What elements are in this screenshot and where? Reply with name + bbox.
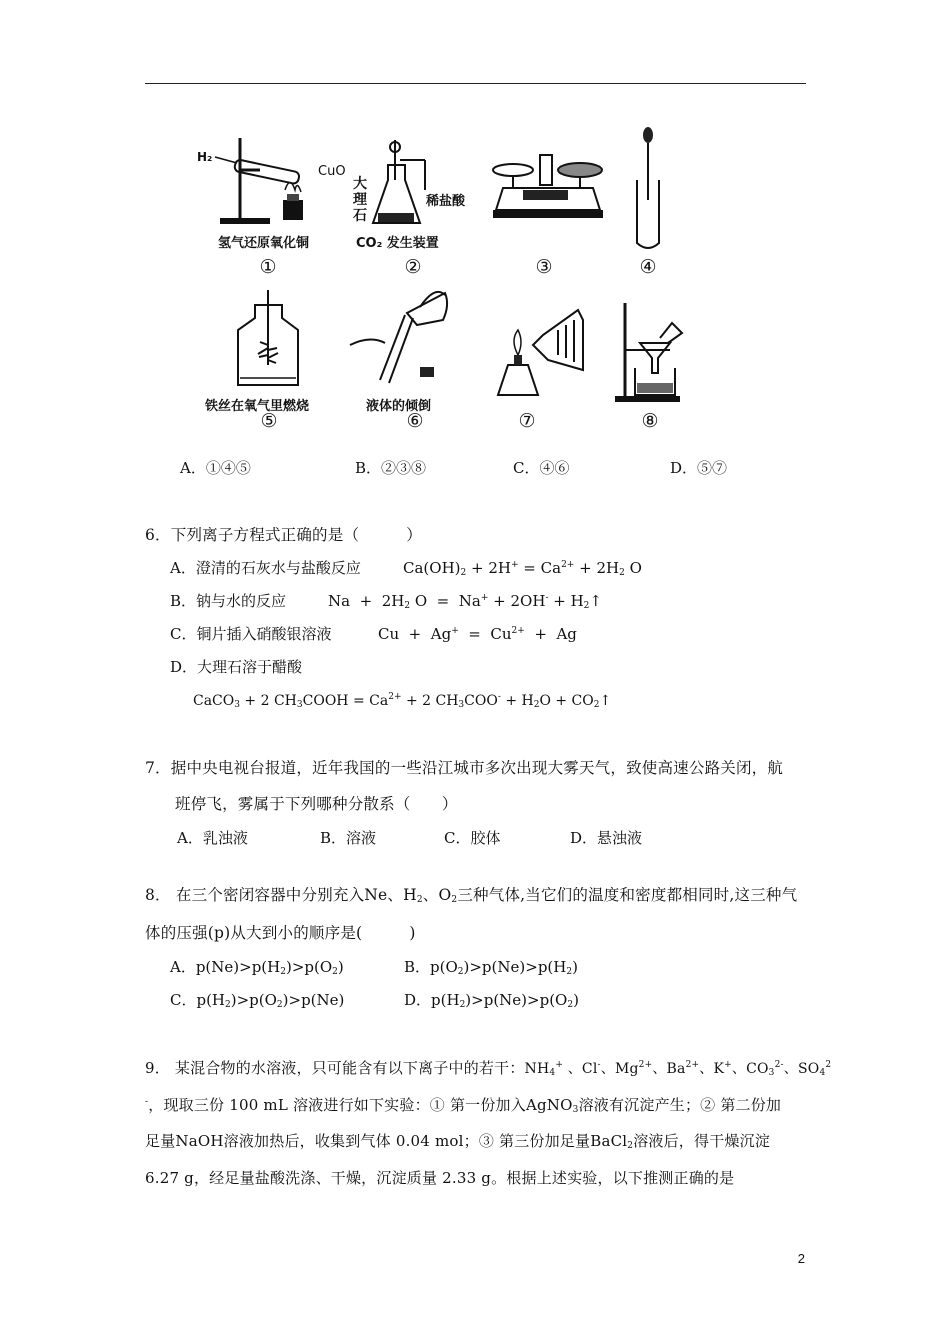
figure-alcohol-lamps [488,300,588,405]
q7-option-c: C．胶体 [444,829,501,847]
q6-option-b-text: B．钠与水的反应 [170,592,287,610]
apparatus-4-image [628,125,668,255]
q6-option-d-equation: CaCO$_3$ + 2 $CH_3COOH = Ca^{2+} + 2$ $CH_3COO^- + H_2O$ + $CO_2↑$ [193,692,612,710]
apparatus-8-image [610,298,690,408]
caption-figure-6: 液体的倾倒 [366,399,432,414]
q7-option-d: D．悬浊液 [570,829,643,847]
figure-hydrogen-reduce-cuo [195,130,315,230]
label-h2: H₂ [197,150,213,164]
figure-dropper-tube [628,125,668,255]
q8-line-1-start: 8． 在三个密闭容器中分别充入 [145,886,365,904]
q6-stem: 6．下列离子方程式正确的是（ ） [145,526,422,544]
q9-line-3 [145,1134,770,1151]
apparatus-3-image [488,150,608,240]
caption-figure-5: 铁丝在氧气里燃烧 [205,399,310,414]
q5-option-d: D．⑤⑦ [670,459,728,477]
q8-option-c: C．$p(H_2)>p(O_2)>p(Ne)$ [170,991,345,1010]
label-dilute-hcl: 稀盐酸 [426,194,466,209]
q9-charge-tail: - [145,1097,149,1107]
q8-line-1 [145,888,797,905]
caption-figure-2: CO₂ 发生装置 [356,236,439,251]
caption-figure-1: 氢气还原氧化铜 [218,236,310,251]
q7-line-2: 班停飞，雾属于下列哪种分散系（ ） [175,795,458,813]
apparatus-7-image [488,300,588,405]
q8-option-b: B．$p(O_2)>p(Ne)>p(H_2)$ [404,958,578,977]
figure-filtration [610,298,690,408]
q9-ions: $NH_4^+$ 、Cl-、$Mg^{2+}$、$Ba^{2+}$、K+、$CO_3^{2-}$、$SO_4^2$ [524,1060,832,1078]
q9-agno3: AgNO$_3$ [525,1096,579,1115]
q8-gases: Ne、$H_2$、$O_2$ [364,886,458,905]
q9-naoh: NaOH [175,1132,224,1150]
label-cuo: CuO [318,164,346,179]
q6-option-a-text: A．澄清的石灰水与盐酸反应 [170,559,361,577]
apparatus-6-image [345,285,455,390]
header-rule [145,83,806,84]
q8-option-d: D．$p(H_2)>p(Ne)>p(O_2)$ [404,991,579,1010]
number-6: ⑥ [406,410,424,432]
number-3: ③ [535,256,553,278]
label-marble-2: 理 [353,192,367,208]
q7-option-b: B．溶液 [320,829,377,847]
q9-line-3-start: 足量 [145,1132,176,1150]
number-5: ⑤ [260,410,278,432]
figure-balance [488,150,608,240]
q9-line-3-middle: 溶液加热后，收集到气体 0.04 mol；③ 第三份加足量 [223,1132,591,1150]
figure-pouring-liquid [345,285,455,390]
q9-bacl2: BaCl$_2$ [590,1132,634,1151]
page-number: 2 [797,1251,805,1266]
q6-option-d-text: D．大理石溶于醋酸 [170,658,303,676]
q6-option-b-equation: $Na + 2H_2$ $O = Na^+ + 2OH^- + H_2↑$ [328,592,602,611]
figure-co2-generator [370,135,450,230]
label-marble-3: 石 [353,208,367,224]
apparatus-1-image [195,130,315,230]
q5-option-b: B．②③⑧ [355,459,427,477]
number-8: ⑧ [641,410,659,432]
q5-option-c: C．④⑥ [513,459,570,477]
q8-line-1-end: 三种气体,当它们的温度和密度都相同时,这三种气 [457,886,798,904]
q8-line-2: 体的压强(p)从大到小的顺序是( ) [145,924,416,942]
q8-option-a: A．$p(Ne)>p(H_2)>p(O_2)$ [170,958,344,977]
q6-option-c-text: C．铜片插入硝酸银溶液 [170,625,332,643]
q6-option-c-equation: $Cu + Ag^+ = Cu^{2+} + Ag$ [378,625,577,643]
number-4: ④ [639,256,657,278]
q5-option-a: A．①④⑤ [180,459,251,477]
number-2: ② [404,256,422,278]
q7-option-a: A．乳浊液 [177,829,248,847]
q9-line-2 [145,1098,781,1115]
q9-line-1 [145,1061,831,1078]
q7-line-1: 7．据中央电视台报道，近年我国的一些沿江城市多次出现大雾天气，致使高速公路关闭，航 [145,759,784,777]
q9-line-2-end: 溶液有沉淀产生；② 第二份加 [578,1096,782,1114]
label-marble-1: 大 [353,176,367,192]
number-1: ① [259,256,277,278]
q9-line-2-start: ，现取三份 100 mL 溶液进行如下实验：① 第一份加入 [148,1096,526,1114]
apparatus-2-image [370,135,450,230]
q9-line-4: 6.27 g，经足量盐酸洗涤、干燥，沉淀质量 2.33 g。根据上述实验，以下推测正确的是 [145,1169,735,1187]
q6-option-a-equation: $Ca(OH)_2 + 2H^+ = Ca^{2+} + 2H_2$ O [403,559,642,578]
number-7: ⑦ [518,410,536,432]
figure-iron-burning [230,290,310,390]
apparatus-5-image [230,290,310,390]
q9-line-1-start: 9． 某混合物的水溶液，只可能含有以下离子中的若干： [145,1059,525,1077]
q9-line-3-end: 溶液后，得干燥沉淀 [633,1132,771,1150]
